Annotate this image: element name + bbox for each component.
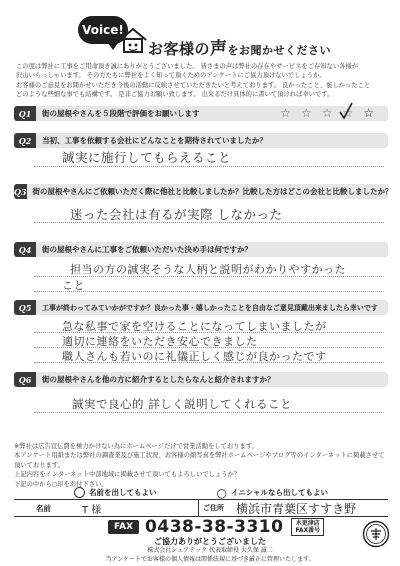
star-icon[interactable]: ☆: [300, 106, 312, 120]
title-suffix: をお聞かせください: [227, 44, 332, 57]
question-bar: [14, 106, 388, 121]
intro-line: お客様のご意見をお聞かせいただき今後の活動に反映させていただきたいと考えております。 良かったこと、褒しかったこと: [16, 81, 371, 89]
house-icon: [118, 26, 148, 54]
disclaimer-line: 下記の中から○印をお付下さい。: [14, 480, 108, 488]
footer-company: 株式会社シェアテック 代表取締役 大久保 誠二: [147, 547, 273, 554]
question-bar: [14, 242, 388, 257]
disclaimer-text: [14, 442, 390, 489]
star-icon[interactable]: ☆: [321, 106, 333, 120]
fax-badge: FAX: [108, 520, 139, 534]
question-q6: [14, 372, 388, 387]
question-text: 街の屋根やさんを５段階で評価をお願いします: [42, 109, 200, 118]
question-bar: [14, 184, 393, 199]
answer-q4-line1: 担当の方の誠実そうな人柄と説明がわかりやすかった: [70, 263, 346, 276]
answer-q4-line2: こと: [62, 279, 85, 292]
disclaimer-line: 上記内容をインターネット中部地域に掲載させて頂いてもよろしいでしょうか？: [14, 471, 241, 479]
answer-line: [34, 276, 384, 277]
answer-q3: 迷った会社は有るが実際 しなかった: [70, 207, 283, 222]
name-label: 名前: [36, 503, 51, 513]
intro-text: [16, 62, 386, 100]
option-label: 名前を出してもよい: [89, 488, 157, 497]
checkmark-icon: [339, 102, 353, 120]
fax-tag-line: 木更津店: [295, 520, 320, 527]
footer-privacy: 当アンケートでお客様の個人情報は関係法規に基づき厳正に管理いたします。: [105, 556, 315, 563]
answer-q6: 誠実で良心的 詳しく説明してくれること: [72, 397, 293, 411]
address-label: ご住所: [198, 499, 228, 517]
option-label: イニシャルなら出してもよい: [230, 488, 329, 497]
intro-line: どのような些細な事でも結構です。 是非ご協力お願い致します。 出来るだけ具体的に書いて頂ければ幸いです。: [16, 91, 334, 99]
question-text: 街の屋根やさんに工事をご依頼いただいた決め手は何ですか？: [42, 245, 252, 254]
answer-q5-line2: 適切に連絡をいただき安心できました: [62, 335, 258, 348]
address-value[interactable]: 横浜市青葉区すすき野: [236, 501, 357, 516]
question-number: Q5: [14, 300, 36, 315]
footer-thanks: ご協力ありがとうございました: [154, 537, 266, 546]
option-initial-ok[interactable]: [217, 486, 329, 500]
fax-tag-line: FAX番号: [295, 527, 321, 534]
star-icon[interactable]: ☆: [280, 106, 291, 120]
question-q3: [14, 184, 393, 199]
question-q2: [14, 133, 388, 148]
rating-stars[interactable]: [280, 106, 374, 121]
intro-line: この度は弊社に工事をご用命頂き誠にありがとうございました。 皆さまの声は弊社の存在やサービスをご存知ない各様が: [16, 63, 359, 70]
company-seal-icon: [362, 520, 390, 548]
question-number: Q3: [14, 184, 27, 199]
fax-tag: [291, 518, 324, 536]
question-bar: [14, 372, 388, 387]
question-q1: [14, 106, 388, 121]
title-highlight: 声: [210, 39, 228, 59]
star-icon[interactable]: ☆: [342, 106, 354, 120]
intro-line: 沢山いらっしゃいます。 その方たちに弊社をよく知って頂くためのアンケートにご協力頂けないでしょうか。: [16, 72, 326, 80]
page-title: [148, 34, 331, 59]
question-number: Q6: [14, 372, 36, 387]
question-text: 街の屋根やさんを他の方に紹介するとしたらなんと紹介されますか？: [42, 375, 275, 384]
fax-number: 0438-38-3310: [145, 517, 284, 537]
answer-q2: 誠実に施行してもらえること: [62, 150, 232, 165]
header: [0, 0, 400, 70]
voice-badge: Voice!: [78, 16, 128, 44]
option-circle-marked[interactable]: ○: [216, 485, 227, 500]
answer-line: [34, 222, 384, 223]
question-q5: [14, 300, 388, 315]
name-value[interactable]: T 様: [82, 504, 102, 516]
question-text: 街の屋根やさんにご依頼いただく際に他社と比較しましたか？比較した方はどこの会社と比較しましたか？: [32, 187, 393, 196]
answer-line: [34, 291, 384, 292]
contact-form: [14, 487, 388, 517]
footer: [60, 537, 360, 564]
question-number: Q2: [14, 133, 36, 148]
option-name-ok[interactable]: [74, 487, 157, 498]
answer-line: [34, 412, 384, 413]
question-q4: [14, 242, 388, 257]
answer-line: [34, 362, 384, 363]
question-number: Q1: [14, 106, 36, 121]
option-circle[interactable]: [74, 487, 85, 498]
question-bar: [14, 133, 388, 148]
fax-row: [108, 518, 358, 536]
answer-line: [34, 166, 384, 167]
disclaimer-line: ※弊社は広告宣伝費を極力かけない為にホームページだけで営業活動をしております。: [14, 443, 258, 450]
name-address-row: [14, 499, 388, 517]
question-bar: [14, 300, 388, 315]
answer-q5-line1: 急な私事で家を空けることになってしまいましたが: [62, 320, 327, 333]
title-prefix: お客様の: [148, 40, 211, 58]
question-text: 工事が終わってみていかがですか？良かった事・嬉しかったことを自由なご意見頂戴出来ましたら幸いです: [42, 303, 378, 312]
disclaimer-line: 本アンケート用紙または弊社の調査業及び施工状況、お客様の顔写真を弊社ホームページやブログ等のインターネットに掲載させて頂いております。: [14, 452, 385, 469]
question-number: Q4: [14, 242, 36, 257]
question-text: 当初、工事を依頼する会社にどんなことを期待されていましたか？: [42, 136, 267, 145]
answer-q5-line3: 職人さんも若いのに礼儀正しく感じが良かったです: [62, 350, 327, 363]
publish-options: [14, 487, 388, 498]
star-icon-selected[interactable]: ☆: [363, 106, 374, 120]
